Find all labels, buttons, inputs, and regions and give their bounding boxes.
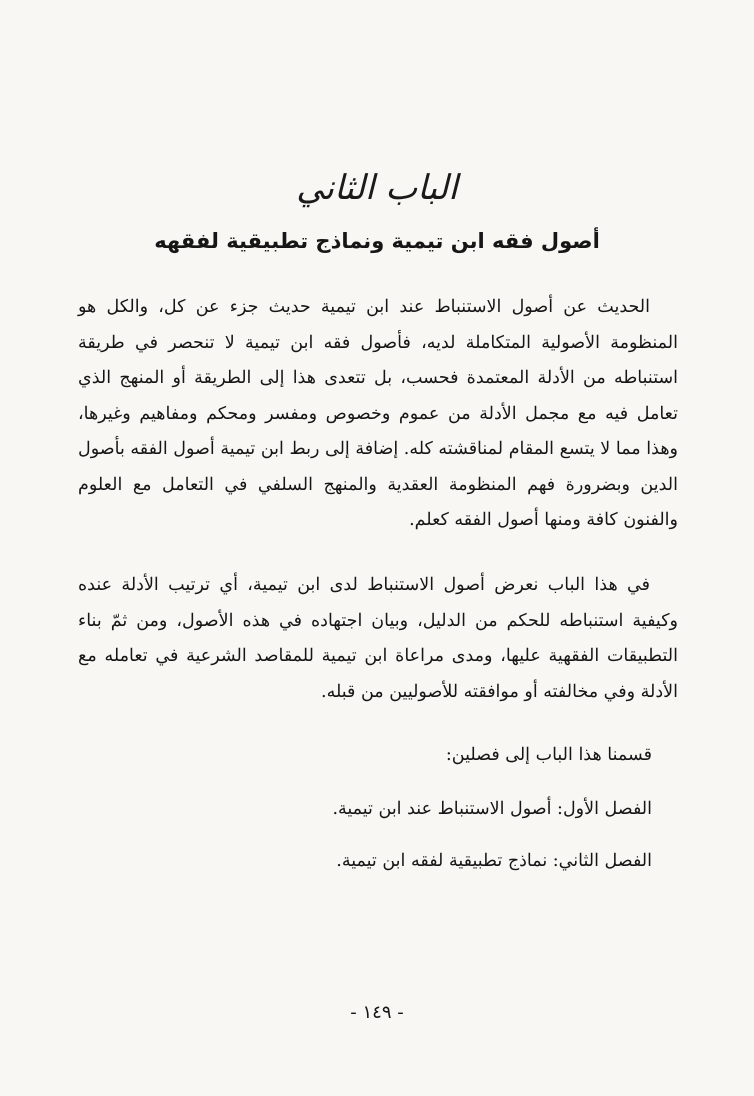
- page-number: - ١٤٩ -: [350, 1002, 404, 1023]
- chapter-two-item: الفصل الثاني: نماذج تطبيقية لفقه ابن تيمية.: [336, 851, 652, 871]
- chapter-one-item: الفصل الأول: أصول الاستنباط عند ابن تيمية.: [332, 799, 652, 819]
- paragraph-intro: الحديث عن أصول الاستنباط عند ابن تيمية حديث جزء عن كل، والكل هو المنظومة الأصولية المتكاملة لديه، فأصول فقه ابن تيمية لا تنحصر في طريقة استنباطه من الأدلة المعتمدة فحسب، بل تتعدى هذا إلى الطريقة أو المنهج الذي تعامل فيه مع مجمل الأدلة من عموم وخصوص ومفسر ومحكم ومفاهيم وغيرها، وهذا مما لا يتسع المقام لمناقشته كله. إضافة إلى ربط ابن تيمية أصول الفقه بأصول الدين وبضرورة فهم المنظومة العقدية والمنهج السلفي في التعامل مع العلوم والفنون كافة ومنها أصول الفقه كعلم.: [78, 297, 678, 530]
- division-intro: قسمنا هذا الباب إلى فصلين:: [445, 745, 652, 765]
- paragraph-scope: في هذا الباب نعرض أصول الاستنباط لدى ابن تيمية، أي ترتيب الأدلة عنده وكيفية استنباطه للحكم من الدليل، وبيان اجتهاده في هذه الأصول، ومن ثمّ بناء التطبيقات الفقهية عليها، ومدى مراعاة ابن تيمية للمقاصد الشرعية في تعامله مع الأدلة وفي مخالفته أو موافقته للأصوليين من قبله.: [78, 575, 678, 702]
- chapter-title: الباب الثاني: [296, 168, 458, 208]
- chapter-subtitle: أصول فقه ابن تيمية ونماذج تطبيقية لفقهه: [154, 229, 600, 253]
